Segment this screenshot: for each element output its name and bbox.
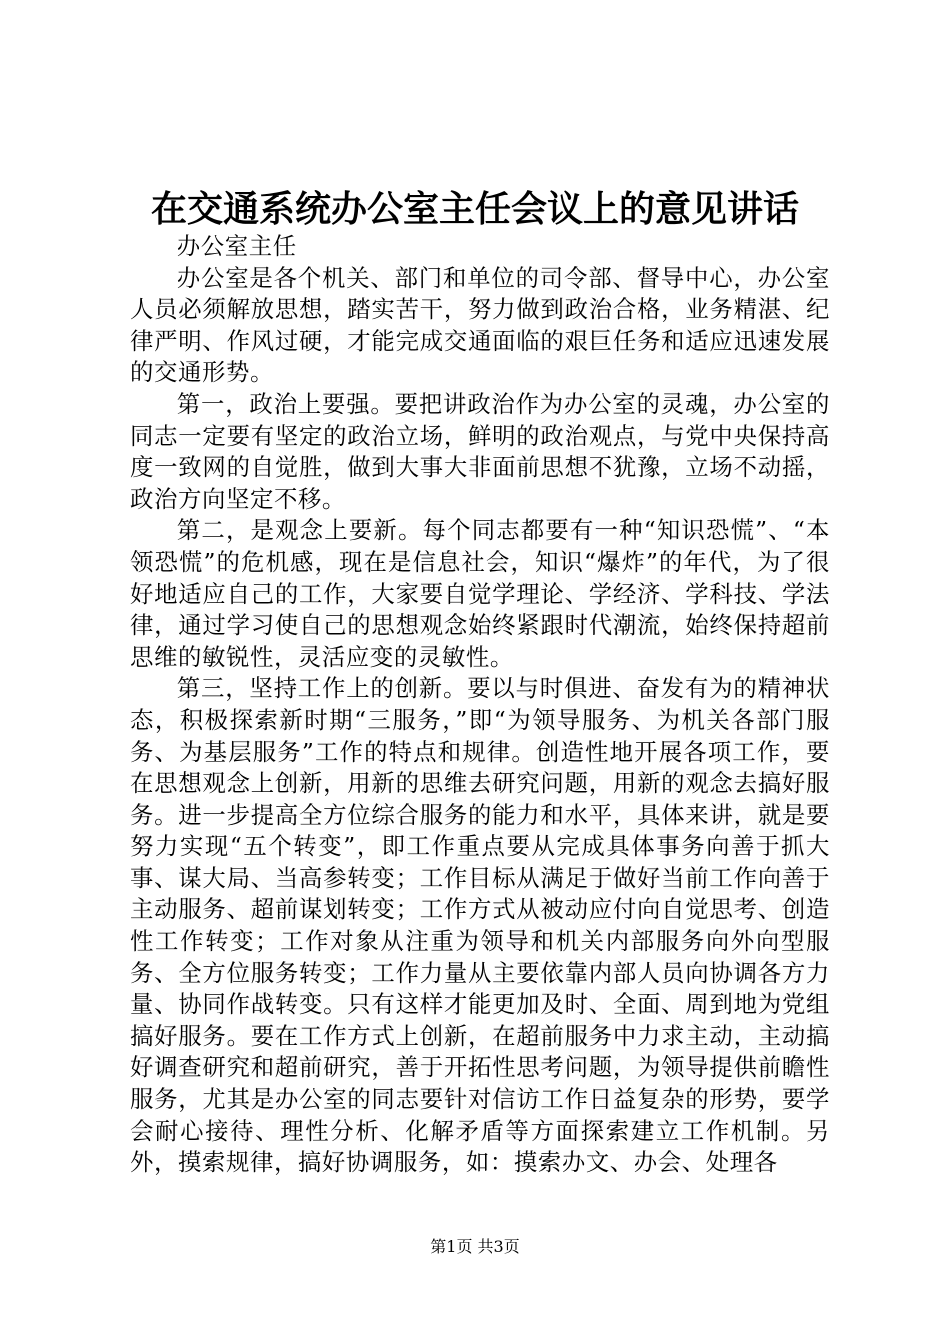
paragraph-author: 办公室主任 <box>176 232 297 260</box>
page-footer: 第1页 共3页 <box>430 1237 520 1256</box>
document-title: 在交通系统办公室主任会议上的意见讲话 <box>150 188 799 230</box>
paragraph: 办公室是各个机关、部门和单位的司令部、督导中心，办公室人员必须解放思想，踏实苦干，努力做到政治合格，业务精湛、纪律严明、作风过硬，才能完成交通面临的艰巨任务和适应迅速发展的交通形势。 <box>130 263 830 387</box>
paragraph: 第三，坚持工作上的创新。要以与时俱进、奋发有为的精神状态，积极探索新时期“三服务，”即“为领导服务、为机关各部门服务、为基层服务”工作的特点和规律。创造性地开展各项工作，要在思想观念上创新，用新的思维去研究问题，用新的观念去搞好服务。进一步提高全方位综合服务的能力和水平，具体来讲，就是要努力实现“五个转变”，即工作重点要从完成具体事务向善于抓大事、谋大局、当高参转变；工作目标从满足于做好当前工作向善于主动服务、超前谋划转变；工作方式从被动应付向自觉思考、创造性工作转变；工作对象从注重为领导和机关内部服务向外向型服务、全方位服务转变；工作力量从主要依靠内部人员向协调各方力量、协同作战转变。只有这样才能更加及时、全面、周到地为党组搞好服务。要在工作方式上创新，在超前服务中力求主动，主动搞好调查研究和超前研究，善于开拓性思考问题，为领导提供前瞻性服务，尤其是办公室的同志要针对信访工作日益复杂的形势，要学会耐心接待、理性分析、化解矛盾等方面探索建立工作机制。另外，摸索规律，搞好协调服务，如：摸索办文、办会、处理各 <box>130 674 830 1177</box>
paragraph: 第二，是观念上要新。每个同志都要有一种“知识恐慌”、“本领恐慌”的危机感，现在是信息社会，知识“爆炸”的年代，为了很好地适应自己的工作，大家要自觉学理论、学经济、学科技、学法律，通过学习使自己的思想观念始终紧跟时代潮流，始终保持超前思维的敏锐性，灵活应变的灵敏性。 <box>130 516 830 671</box>
paragraph: 第一，政治上要强。要把讲政治作为办公室的灵魂，办公室的同志一定要有坚定的政治立场，鲜明的政治观点，与党中央保持高度一致网的自觉胜，做到大事大非面前思想不犹豫，立场不动摇，政治方向坚定不移。 <box>130 389 830 513</box>
document-body <box>130 231 830 1179</box>
